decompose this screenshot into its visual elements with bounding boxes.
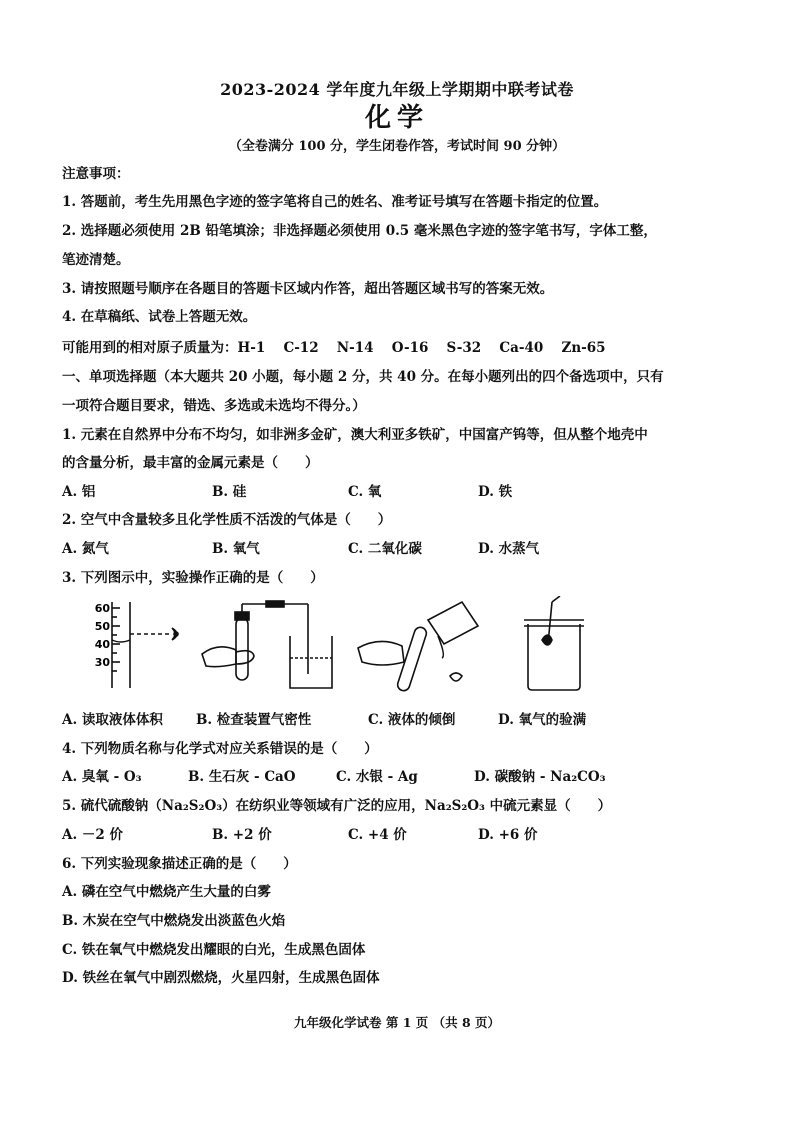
option-d: D. 碳酸钠 - Na₂CO₃ [474, 769, 606, 785]
section-heading: 一、单项选择题（本大题共 20 小题，每小题 2 分，共 40 分。在每小题列出的四个备选项中，只有 [62, 369, 664, 385]
figure-d-oxygen-check [524, 596, 584, 690]
notice-item: 1. 答题前，考生先用黑色字迹的签字笔将自己的姓名、准考证号填写在答题卡指定的位置。 [62, 194, 608, 210]
option-c: C. +4 价 [348, 827, 407, 843]
subject-title: 化学 [364, 103, 429, 133]
question-6-stem: 6. 下列实验现象描述正确的是（ ） [62, 856, 297, 872]
cylinder-tick-label: 40 [94, 638, 110, 651]
option-d: D. +6 价 [478, 827, 538, 843]
option-b: B. 氧气 [212, 541, 260, 557]
notice-heading: 注意事项： [62, 166, 130, 182]
notice-item: 2. 选择题必须使用 2B 铅笔填涂；非选择题必须使用 0.5 毫米黑色字迹的签字笔书写，字体工整， [62, 223, 657, 239]
option-c: C. 氧 [348, 484, 382, 500]
notice-item: 4. 在草稿纸、试卷上答题无效。 [62, 309, 257, 325]
lab-figures-svg [90, 596, 690, 696]
option-a: A. 铝 [62, 484, 96, 500]
option-b: B. 生石灰 - CaO [188, 769, 296, 785]
cylinder-tick-label: 60 [94, 602, 110, 615]
section-heading-cont: 一项符合题目要求，错选、多选或未选均不得分。） [62, 398, 366, 414]
exam-title: 2023-2024 学年度九年级上学期期中联考试卷 [220, 80, 574, 99]
option-a: A. 读取液体体积 [62, 712, 163, 728]
notice-item: 3. 请按照题号顺序在各题目的答题卡区域内作答，超出答题区域书写的答案无效。 [62, 281, 554, 297]
option-a: A. －2 价 [62, 827, 123, 843]
question-4-stem: 4. 下列物质名称与化学式对应关系错误的是（ ） [62, 741, 378, 757]
option-c: C. 水银 - Ag [336, 769, 418, 785]
notice-item: 笔迹清楚。 [62, 252, 130, 268]
option-d: D. 水蒸气 [478, 541, 540, 557]
cylinder-tick-label: 30 [94, 656, 110, 669]
option-a: A. 臭氧 - O₃ [62, 769, 142, 785]
figure-b-airtight-check [202, 601, 332, 688]
option-b: B. 检查装置气密性 [196, 712, 312, 728]
figure-c-pouring [358, 602, 478, 692]
figure-a-cylinder [112, 602, 178, 688]
atomic-masses: 可能用到的相对原子质量为：H-1 C-12 N-14 O-16 S-32 Ca-40 Zn-65 [62, 340, 606, 356]
question-2-stem: 2. 空气中含量较多且化学性质不活泼的气体是（ ） [62, 512, 392, 528]
option-a: A. 磷在空气中燃烧产生大量的白雾 [62, 884, 271, 900]
option-d: D. 铁丝在氧气中剧烈燃烧，火星四射，生成黑色固体 [62, 970, 380, 986]
option-a: A. 氮气 [62, 541, 109, 557]
page-footer: 九年级化学试卷 第 1 页 （共 8 页） [293, 1015, 500, 1030]
option-b: B. 硅 [212, 484, 247, 500]
question-3-stem: 3. 下列图示中，实验操作正确的是（ ） [62, 570, 324, 586]
option-d: D. 氧气的验满 [498, 712, 587, 728]
question-1-stem-cont: 的含量分析，最丰富的金属元素是（ ） [62, 455, 319, 471]
option-b: B. +2 价 [212, 827, 272, 843]
option-c: C. 二氧化碳 [348, 541, 422, 557]
question-1-stem: 1. 元素在自然界中分布不均匀，如非洲多金矿，澳大利亚多铁矿，中国富产钨等，但从整个地壳中 [62, 427, 648, 443]
option-b: B. 木炭在空气中燃烧发出淡蓝色火焰 [62, 913, 286, 929]
question-3-figures [90, 596, 690, 696]
option-c: C. 液体的倾倒 [368, 712, 456, 728]
question-5-stem: 5. 硫代硫酸钠（Na₂S₂O₃）在纺织业等领域有广泛的应用，Na₂S₂O₃ 中硫元素显（ ） [62, 798, 612, 814]
option-c: C. 铁在氧气中燃烧发出耀眼的白光，生成黑色固体 [62, 942, 366, 958]
exam-meta: （全卷满分 100 分，学生闭卷作答，考试时间 90 分钟） [228, 139, 566, 154]
option-d: D. 铁 [478, 484, 513, 500]
cylinder-tick-label: 50 [94, 620, 110, 633]
